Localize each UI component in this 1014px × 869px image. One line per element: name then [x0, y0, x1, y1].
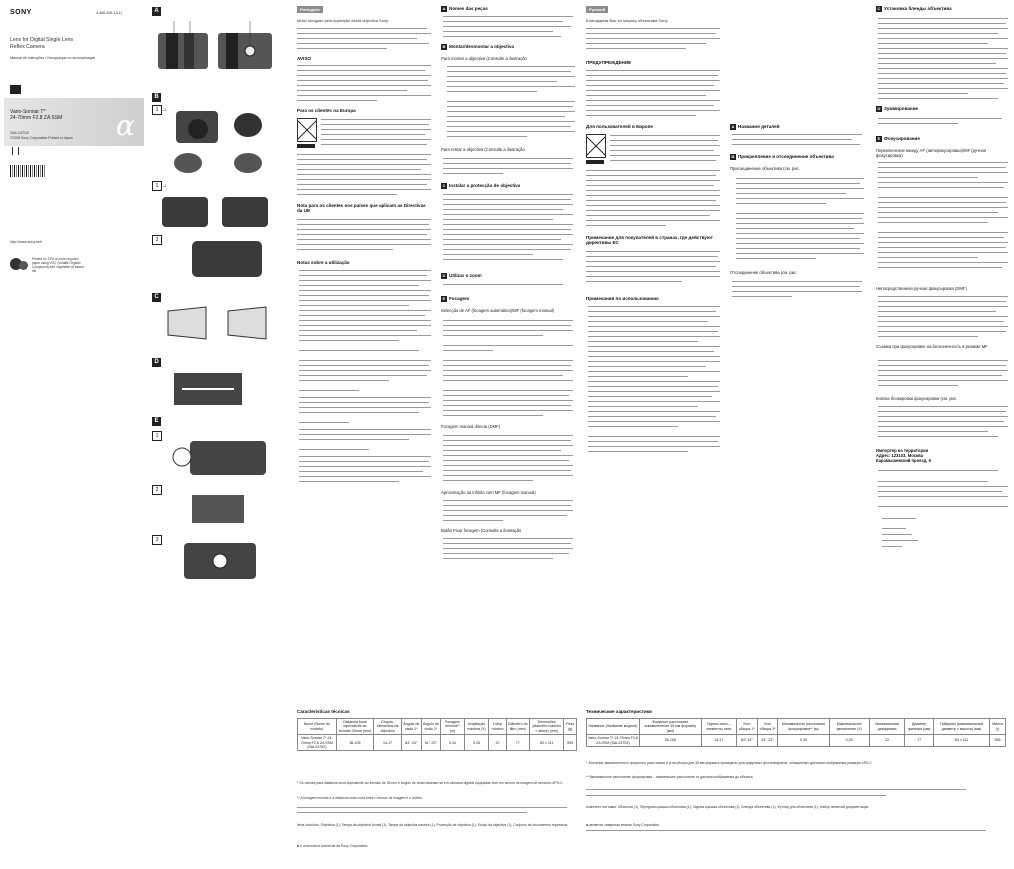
pt-spec-cell: Vario-Sonnar T* 24-70mm F2.8 ZA SSM (SAL2470Z): [298, 735, 337, 751]
camera-mount-illustration: [168, 105, 274, 179]
zoom-ring-front-view: [166, 33, 178, 69]
pt-spec-header: Focagem mínima** (m): [441, 719, 465, 735]
figure-b-step-2: 1: [152, 181, 162, 191]
ru-attach-sub: Присоединение объектива (см. рис.: [730, 166, 800, 171]
pt-focus-sub1: Selecção de AF (focagem automática)/MF (focagem manual): [441, 308, 555, 313]
pt-spec-section: [297, 709, 580, 859]
ru-notes-title: Примечания по использованию: [586, 296, 659, 301]
lens-code: SAL2470Z: [10, 130, 29, 135]
ru-spec-cell: 77: [905, 735, 934, 747]
pt-spec-header: Ampliação máxima (X): [464, 719, 489, 735]
pt-spec-table: [297, 718, 577, 751]
barcode-tick-left: [12, 147, 13, 155]
ru-focus-sub2: Непосредственная ручная фокусировка (DMF): [876, 286, 967, 291]
figure-e-step-2: 2: [152, 485, 162, 495]
pt-spec-header: Peso (g): [564, 719, 577, 735]
pt-intro: Muito obrigado pela aquisição desta objectiva Sony.: [297, 18, 389, 23]
ru-spec-table: [586, 718, 1006, 747]
ru-spec-header: Масса (г): [990, 719, 1006, 735]
pt-focus-title: E Focagem: [442, 296, 470, 301]
hood-illustration: [162, 303, 272, 343]
figure-label-e: E: [152, 417, 161, 426]
hood-shape-right: [228, 307, 266, 339]
figure-column: [148, 5, 278, 585]
pt-spec-header: f-stop mínimo: [489, 719, 506, 735]
figure-label-b: B: [152, 93, 161, 102]
pt-spec-header: Nome (Nome do modelo): [298, 719, 337, 735]
pt-europe-title: Para os clientes na Europa: [297, 108, 356, 113]
pt-spec-cell: 0,34: [441, 735, 465, 751]
pt-spec-header-row: [298, 719, 577, 735]
pt-spec-cell: 14-17: [374, 735, 402, 751]
pt-spec-cell: 36-105: [336, 735, 373, 751]
camera-with-lens: [192, 241, 262, 277]
lens-name: Vario-Sonnar T* 24-70mm F2.8 ZA SSM: [10, 109, 63, 121]
infinity-focus-illustration: [188, 491, 248, 527]
recycle-icon-2: [19, 261, 28, 270]
pt-spec-cell: 0,25: [464, 735, 489, 751]
focus-hold-button-icon: [245, 46, 255, 56]
russian-column-3: [876, 6, 1010, 566]
figure-b-step-2-suffix: –2: [162, 183, 167, 188]
pt-ce-title: Nota para os clientes nos países que aplicam as Directivas da UE: [297, 203, 426, 214]
pt-remove-sub: Para retirar a objectiva (Consulte a ilustração: [441, 147, 525, 152]
ru-spec-header: Максимальное увеличение (X): [829, 719, 869, 735]
ru-focus-sub3: Съемка при фокусировке на бесконечность в режиме MF: [876, 344, 988, 349]
pt-spec-data-row: [298, 735, 577, 751]
figure-label-a: A: [152, 7, 161, 16]
cover-panel: [4, 5, 144, 285]
figure-e-step-1: 1: [152, 431, 162, 441]
barcode: [10, 165, 46, 177]
lang-tab-russian: Русский: [586, 6, 608, 13]
focus-mode-switch-icon: [173, 448, 191, 466]
portuguese-column-2: [441, 6, 579, 566]
lang-tab-portuguese: Português: [297, 6, 323, 13]
pt-spec-cell: 61°-23°: [421, 735, 441, 751]
figure-b-step-1-suffix: –1: [162, 107, 167, 112]
ru-date-code-block: [882, 518, 922, 564]
ru-spec-cell: 14-17: [701, 735, 736, 747]
pt-hood-title: C Instalar a protecção de objectiva: [442, 183, 521, 188]
ru-focus-sub4: Кнопка блокировки фокусировки (см. рис.: [876, 396, 958, 401]
ru-weee-bar-icon: [586, 160, 604, 164]
pt-spec-included: Itens incluídos: Objectiva (1), Tampa da objectiva frontal (1), Tampa da objectiva traseira (1), Protecção de objectiva (1), Estojo da objectiva (1), Conjunto de documentos impressos: [297, 823, 568, 827]
hood-shape-left: [168, 307, 206, 339]
ru-remove-sub: Отсоединение объектива (см. рис.: [730, 270, 798, 275]
pt-spec-header: Ângulo de visão 2*: [421, 719, 441, 735]
ru-europe-title: Для пользователей в Европе: [586, 124, 653, 129]
figure-e-step-3: 3: [152, 535, 162, 545]
pt-zoom-title: D Utilizar o zoom: [442, 273, 482, 278]
ru-spec-trademark: α является товарным знаком Sony Corporation.: [586, 823, 661, 827]
ru-spec-header: Диаметр фильтра (мм): [905, 719, 934, 735]
ru-spec-footnote-2: ** Минимальное расстояние фокусировки – наименьшее расстояние от датчика изображения до объекта.: [586, 775, 754, 779]
ru-attach-title: B Прикрепление и отсоединение объектива: [731, 154, 834, 159]
focus-mode-illustration: [168, 437, 268, 479]
pt-focus-sub2: Focagem manual directa (DMF): [441, 424, 501, 429]
pt-spec-header: Ângulo de visão 1*: [402, 719, 422, 735]
pt-spec-trademark: α é uma marca comercial da Sony Corporation.: [297, 844, 369, 848]
figure-b-step-3: 2: [152, 235, 162, 245]
barcode-tick-right: [18, 147, 19, 155]
ru-spec-header: Угол обзора 1*: [736, 719, 757, 735]
ru-weee-bin-icon: [586, 134, 606, 158]
alpha-logo: α: [116, 109, 135, 142]
ru-zoom-title: D Зуммирование: [877, 106, 919, 111]
ru-spec-cell: 84°-34°: [736, 735, 757, 747]
ru-importer-block: Импортер на территории Адрес: 123103, Москва Карамышевский проезд, 6: [876, 448, 931, 463]
ru-spec-header: Угол обзора 2*: [757, 719, 778, 735]
pt-spec-header: Diâmetro do filtro (mm): [506, 719, 529, 735]
ru-spec-header: Минимальная диафрагма: [869, 719, 905, 735]
weee-bar-icon: [297, 144, 315, 148]
pt-aviso-title: AVISO: [297, 56, 311, 61]
ru-spec-header: Минимальное расстояние фокусировки** (м): [778, 719, 829, 735]
copyright: ©2008 Sony Corporation Printed in Japan: [10, 136, 73, 140]
lens-attach-illustration: [158, 191, 274, 235]
recycle-note: Printed on 70% or more recycled paper using VOC (Volatile Organic Compound)-free vegetable oil based ink.: [32, 257, 84, 273]
pt-attach-title: B Montar/desmontar a objectiva: [442, 44, 515, 49]
portuguese-column-1: [297, 6, 433, 566]
ru-hood-title: C Установка бленды объектива: [877, 6, 952, 11]
pt-spec-footnote-1: * Os valores para distância focal equivalente ao formato de 35 mm e ângulo de visão baseiam-se em câmaras digitais equipadas com um sensor de imagem de tamanho APS-C.: [297, 781, 564, 785]
ru-spec-header: Группы линз – элементы линз: [701, 719, 736, 735]
lens-remove-illustration: [188, 237, 268, 281]
ru-spec-data-row: [587, 735, 1006, 747]
zoom-ring-side-view: [226, 33, 238, 69]
ru-parts-title: A Названия деталей: [731, 124, 780, 129]
ru-spec-header-row: [587, 719, 1006, 735]
pt-focus-sub4: Botão Fixar focagem (Consulte a ilustração: [441, 528, 522, 533]
ru-spec-cell: 83 × 111: [933, 735, 989, 747]
lens-rear: [234, 113, 262, 137]
lens-attach-left: [162, 197, 208, 227]
weee-bin-icon: [297, 118, 317, 142]
pt-spec-cell: 83 × 111: [529, 735, 563, 751]
pt-spec-cell: 77: [506, 735, 529, 751]
ru-focus-title: E Фокусирование: [877, 136, 920, 141]
model-code: 4-466-308-11(1): [96, 11, 122, 15]
rear-cap-left: [174, 153, 202, 173]
pt-spec-header: Distância focal equivalente ao formato 35mm (mm): [336, 719, 373, 735]
zoom-illustration: [168, 369, 248, 409]
russian-column-2: [730, 6, 870, 566]
lens-barrel-e1: [190, 441, 266, 475]
pt-spec-title: Características técnicas: [297, 709, 350, 714]
ru-spec-cell: 22: [869, 735, 905, 747]
ru-spec-cell: 0,34: [778, 735, 829, 747]
camera-mount: [188, 119, 208, 139]
cover-subtitle: Manual de instruções / Инструкция по эксплуатации: [10, 56, 96, 60]
focus-hold-illustration: [180, 539, 260, 583]
figure-label-d: D: [152, 358, 161, 367]
ru-intro: Благодарим Вас за покупку объектива Sony.: [586, 18, 669, 23]
brand-logo: SONY: [10, 9, 32, 16]
pt-spec-cell: 955: [564, 735, 577, 751]
pt-spec-footnote-2: ** A focagem mínima é a distância mais curta entre o sensor de imagem e o motivo.: [297, 796, 423, 800]
ru-spec-title: Технические характеристики: [586, 709, 652, 714]
pt-parts-title: A Nomes das peças: [442, 6, 488, 11]
ru-spec-cell: 36-105: [639, 735, 701, 747]
ru-spec-cell: 955: [990, 735, 1006, 747]
figure-b-step-1: 1: [152, 105, 162, 115]
ru-ce-title: Примечание для покупателей в странах, где действуют директивы ЕС: [586, 235, 713, 246]
ru-warning-title: ПРЕДУПРЕЖДЕНИЕ: [586, 60, 632, 65]
pt-focus-sub3: Aproximação ao infinito com MF (focagem manual): [441, 490, 536, 495]
ru-spec-header: Фокусное расстояние эквивалентное 35 мм формату (мм): [639, 719, 701, 735]
ru-spec-cell: 0,25: [829, 735, 869, 747]
ru-focus-sub1: Переключение между AF (автофокусировка)/MF (ручная фокусировка): [876, 148, 987, 158]
lens-parts-illustration: [154, 19, 276, 79]
ru-spec-included: Комплект поставки: Объектив (1), Передняя крышка объектива (1), Задняя крышка объектива (1), Бленда объектива (1), Футляр для объектива (1), Набор печатной документации: [586, 805, 869, 809]
ru-spec-footnote-1: * Значения эквивалентного фокусного расстояния и угла обзора для 35 мм формата приведены для цифровых фотоаппаратов, оснащенных датчиком изображения размера APS-C.: [586, 761, 873, 765]
cover-title: Lens for Digital Single Lens Reflex Camera: [10, 37, 74, 50]
pt-spec-cell: 84°-34°: [402, 735, 422, 751]
ru-spec-cell: 61°-23°: [757, 735, 778, 747]
rear-cap-right: [234, 153, 262, 173]
website: http://www.sony.net/: [10, 240, 42, 244]
language-icon-box: [10, 85, 21, 94]
focus-hold-button-e3: [213, 554, 227, 568]
ru-spec-header: Название (Название модели): [587, 719, 640, 735]
pt-spec-cell: 22: [489, 735, 506, 751]
ru-spec-header: Габариты (максимальный диаметр × высота) (мм): [933, 719, 989, 735]
lens-body-front-view: [158, 33, 208, 69]
figure-label-c: C: [152, 293, 161, 302]
pt-attach-sub: Para montar a objectiva (Consulte a ilustração: [441, 56, 527, 61]
pt-spec-header: Dimensões (diâmetro máximo × altura) (mm): [529, 719, 563, 735]
ru-spec-section: [586, 709, 1010, 859]
pt-notes-title: Notas sobre a utilização: [297, 260, 350, 265]
lens-attach-right: [222, 197, 268, 227]
russian-column-1: [586, 6, 724, 566]
focus-ring-front-view: [184, 33, 194, 69]
lens-barrel-e2: [192, 495, 244, 523]
pt-spec-header: Grupos-elementos da objectiva: [374, 719, 402, 735]
ru-spec-cell: Vario-Sonnar T* 24-70mm F2.8 ZA SSM (SAL2470Z): [588, 736, 638, 745]
